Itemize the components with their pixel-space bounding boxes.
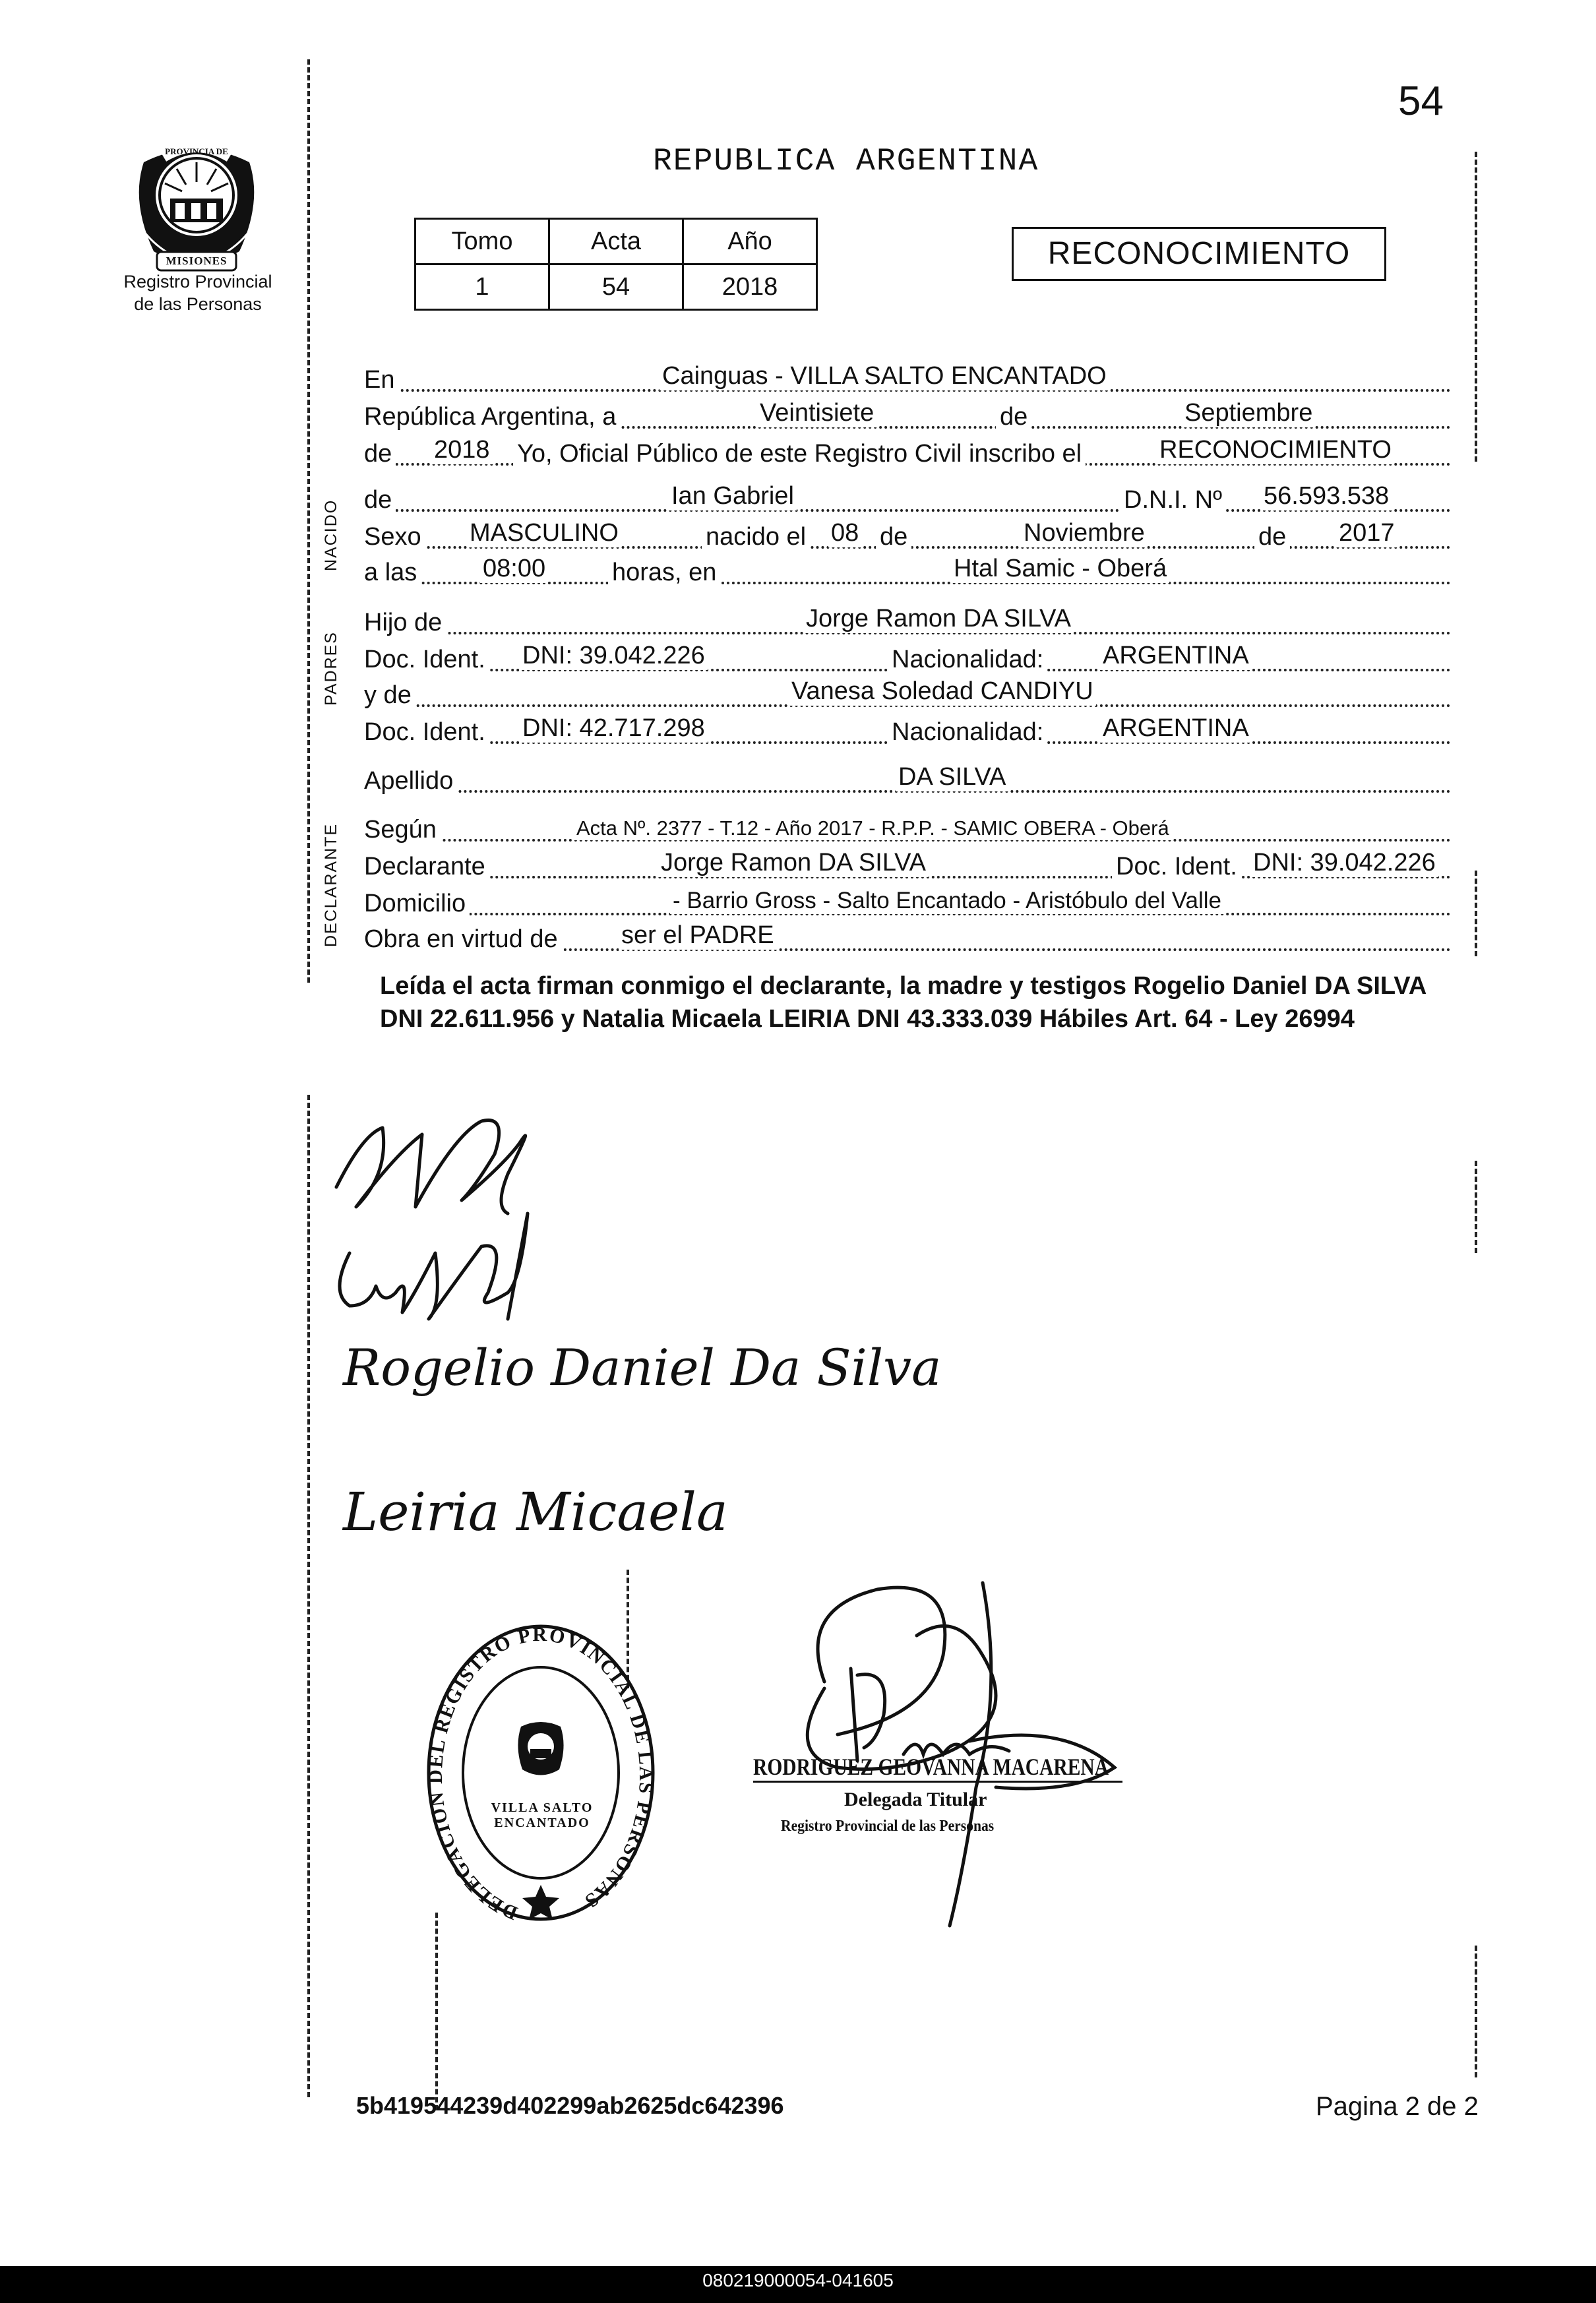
record-table-value-row <box>415 264 817 310</box>
value-domicilio: - Barrio Gross - Salto Encantado - Aristóbulo del Valle <box>670 888 1224 914</box>
label-republica: República Argentina, a <box>364 403 620 431</box>
value-father: Jorge Ramon DA SILVA <box>803 605 1074 633</box>
margin-guide-right-mid <box>1475 871 1477 956</box>
section-label-padres: PADRES <box>322 631 340 706</box>
label-nacido: nacido el <box>702 523 810 551</box>
official-stamp <box>422 1621 660 1924</box>
barcode-text: 080219000054-041605 <box>702 2270 894 2290</box>
value-father-dni: DNI: 39.042.226 <box>520 642 708 670</box>
pagination: Pagina 2 de 2 <box>1316 2092 1479 2121</box>
form-line-father <box>364 604 1451 640</box>
section-label-declarante: DECLARANTE <box>322 822 340 947</box>
closing-paragraph: Leída el acta firman conmigo el declarante, la madre y testigos Rogelio Daniel DA SILVA DNI 22.611.956 y Natalia Micaela LEIRIA DNI 43.333.039 Hábiles Art. 64 - Ley 26994 <box>380 972 1426 1033</box>
label-oficial: Yo, Oficial Público de este Registro Civil inscribo el <box>513 440 1086 468</box>
label-y-de: y de <box>364 681 415 710</box>
label-apellido: Apellido <box>364 767 457 795</box>
handwritten-signatures <box>310 1095 1035 1556</box>
table-value-tomo: 1 <box>415 264 549 310</box>
document-hash: 5b419544239d402299ab2625dc642396 <box>356 2092 784 2119</box>
registry-line-2: de las Personas <box>134 294 262 314</box>
form-line-declarante <box>364 848 1451 884</box>
registry-name <box>99 270 297 315</box>
record-table <box>414 218 818 311</box>
province-seal-logo <box>117 123 276 281</box>
form-line-surname <box>364 762 1451 798</box>
official-name-underline <box>753 1781 1122 1783</box>
signature-declarant <box>336 1121 526 1213</box>
value-birth-day: 08 <box>828 519 861 547</box>
signature-mother <box>340 1213 528 1319</box>
label-de-month: de <box>996 403 1031 431</box>
official-name: RODRIGUEZ GEOVANNA MACARENA <box>753 1754 1109 1780</box>
form-line-hour <box>364 554 1451 590</box>
label-doc-father: Doc. Ident. <box>364 646 489 674</box>
form-line-mother <box>364 677 1451 712</box>
table-header-ano: Año <box>683 219 817 264</box>
form-line-year <box>364 435 1451 471</box>
value-father-nationality: ARGENTINA <box>1100 642 1252 670</box>
label-segun: Según <box>364 816 441 844</box>
value-mother: Vanesa Soledad CANDIYU <box>789 677 1096 706</box>
table-header-acta: Acta <box>549 219 683 264</box>
label-doc-declarante: Doc. Ident. <box>1112 853 1241 881</box>
record-table-header-row <box>415 219 817 264</box>
table-value-ano: 2018 <box>683 264 817 310</box>
label-en: En <box>364 366 398 394</box>
form-line-date <box>364 398 1451 434</box>
value-mother-dni: DNI: 42.717.298 <box>520 714 708 743</box>
margin-guide-right <box>1475 152 1477 462</box>
page-number: 54 <box>1398 78 1444 124</box>
margin-guide-center-low <box>435 1913 438 2110</box>
value-year: 2018 <box>431 436 493 464</box>
stamp-ring-text: DELEGACION DEL REGISTRO PROVINCIAL DE LAS PERSONAS <box>425 1623 658 1924</box>
margin-guide-right-bottom <box>1475 1946 1477 2077</box>
official-office: Registro Provincial de las Personas <box>781 1818 995 1835</box>
value-birth-month: Noviembre <box>1021 519 1148 547</box>
label-domicilio: Domicilio <box>364 890 470 918</box>
value-location: Cainguas - VILLA SALTO ENCANTADO <box>660 362 1109 390</box>
form-line-sex <box>364 518 1451 554</box>
value-sexo: MASCULINO <box>467 519 621 547</box>
label-alas: a las <box>364 559 421 587</box>
label-de-birth-year: de <box>1254 523 1290 551</box>
table-value-acta: 54 <box>549 264 683 310</box>
value-mother-nationality: ARGENTINA <box>1100 714 1252 743</box>
official-role: Delegada Titular <box>844 1789 987 1810</box>
section-label-nacido: NACIDO <box>322 499 340 571</box>
registry-line-1: Registro Provincial <box>123 272 272 292</box>
country-title: REPUBLICA ARGENTINA <box>653 144 1039 179</box>
signature-witness-1: Rogelio Daniel Da Silva <box>343 1338 942 1397</box>
form-line-en <box>364 361 1451 397</box>
margin-guide-left <box>307 59 310 983</box>
form-line-segun <box>364 811 1451 847</box>
value-birth-year: 2017 <box>1336 519 1397 547</box>
value-declarante-dni: DNI: 39.042.226 <box>1250 849 1438 877</box>
label-nac-mother: Nacionalidad: <box>888 718 1047 747</box>
label-nac-father: Nacionalidad: <box>888 646 1047 674</box>
form-line-mother-doc <box>364 714 1451 749</box>
value-obra: ser el PADRE <box>619 921 777 950</box>
value-day: Veintisiete <box>757 399 876 427</box>
seal-text-top: PROVINCIA DE <box>165 146 228 156</box>
label-obra: Obra en virtud de <box>364 925 562 954</box>
value-child-dni: 56.593.538 <box>1261 482 1392 510</box>
value-hour: 08:00 <box>480 555 548 583</box>
value-surname: DA SILVA <box>896 763 1008 791</box>
label-dni: D.N.I. Nº <box>1120 486 1226 514</box>
table-header-tomo: Tomo <box>415 219 549 264</box>
value-month: Septiembre <box>1182 399 1315 427</box>
form-line-domicilio <box>364 885 1451 921</box>
label-sexo: Sexo <box>364 523 425 551</box>
label-hijo-de: Hijo de <box>364 609 446 637</box>
seal-text-bottom: MISIONES <box>166 255 228 267</box>
form-line-obra <box>364 921 1451 956</box>
label-de-name: de <box>364 486 396 514</box>
form-line-father-doc <box>364 641 1451 677</box>
form-line-name <box>364 481 1451 517</box>
label-horas: horas, en <box>608 559 720 587</box>
label-de-year: de <box>364 440 396 468</box>
record-type-box: RECONOCIMIENTO <box>1012 227 1386 281</box>
label-doc-mother: Doc. Ident. <box>364 718 489 747</box>
stamp-inner-text: VILLA SALTO ENCANTADO <box>491 1800 594 1830</box>
value-inscribe: RECONOCIMIENTO <box>1157 436 1394 464</box>
value-child-name: Ian Gabriel <box>669 482 797 510</box>
signature-witness-2: Leiria Micaela <box>343 1481 728 1543</box>
value-birth-place: Htal Samic - Oberá <box>951 555 1169 583</box>
value-declarante: Jorge Ramon DA SILVA <box>658 849 929 877</box>
label-declarante: Declarante <box>364 853 489 881</box>
label-de-birth-month: de <box>876 523 911 551</box>
margin-guide-right-lower <box>1475 1161 1477 1253</box>
value-segun: Acta Nº. 2377 - T.12 - Año 2017 - R.P.P. - SAMIC OBERA - Oberá <box>574 816 1172 840</box>
